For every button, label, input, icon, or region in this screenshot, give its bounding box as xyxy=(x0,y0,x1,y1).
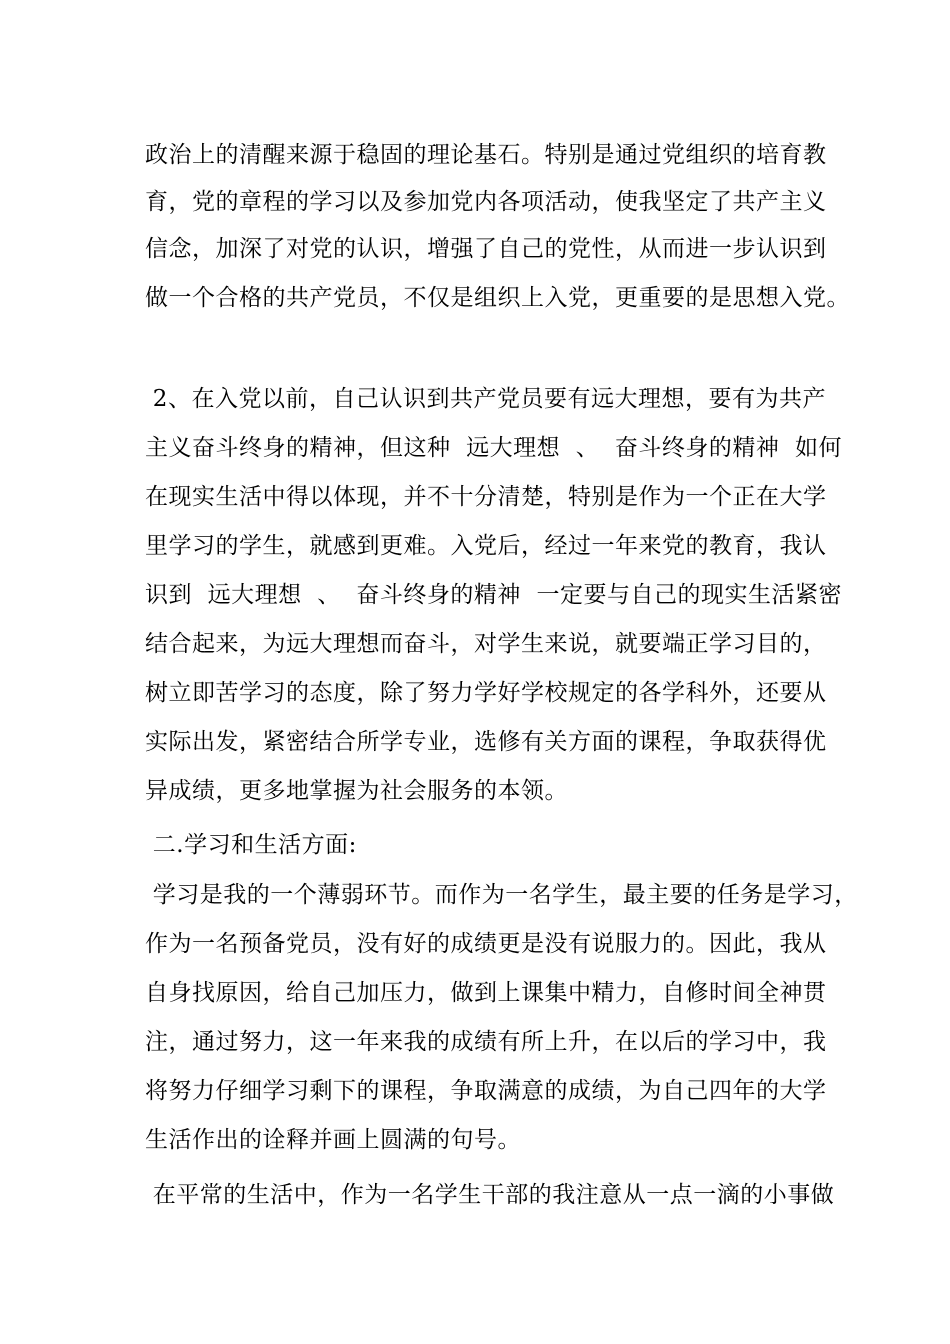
text-line: 育，党的章程的学习以及参加党内各项活动，使我坚定了共产主义 xyxy=(145,189,827,215)
text-line: 自身找原因，给自己加压力，做到上课集中精力，自修时间全神贯 xyxy=(145,980,827,1006)
text-line: 学习是我的一个薄弱环节。而作为一名学生，最主要的任务是学习， xyxy=(145,882,858,908)
text-line: 信念，加深了对党的认识，增强了自己的党性，从而进一步认识到 xyxy=(145,236,827,262)
text-line: 识到 远大理想 、 奋斗终身的精神 一定要与自己的现实生活紧密 xyxy=(145,582,842,608)
text-line: 实际出发，紧密结合所学专业，选修有关方面的课程，争取获得优 xyxy=(145,729,827,755)
text-line: 里学习的学生，就感到更难。入党后，经过一年来党的教育，我认 xyxy=(145,533,827,559)
text-line: 异成绩，更多地掌握为社会服务的本领。 xyxy=(145,778,568,804)
text-line: 2、在入党以前，自己认识到共产党员要有远大理想，要有为共产 xyxy=(145,386,826,412)
text-line: 主义奋斗终身的精神，但这种 远大理想 、 奋斗终身的精神 如何 xyxy=(145,435,842,461)
text-line: 在现实生活中得以体现，并不十分清楚，特别是作为一个正在大学 xyxy=(145,484,827,510)
text-line: 作为一名预备党员，没有好的成绩更是没有说服力的。因此，我从 xyxy=(145,931,827,957)
section-heading: 二.学习和生活方面: xyxy=(145,832,357,858)
text-line: 树立即苦学习的态度，除了努力学好学校规定的各学科外，还要从 xyxy=(145,680,827,706)
text-line: 在平常的生活中，作为一名学生干部的我注意从一点一滴的小事做 xyxy=(145,1182,835,1208)
text-line: 注，通过努力，这一年来我的成绩有所上升，在以后的学习中，我 xyxy=(145,1029,827,1055)
text-line: 结合起来，为远大理想而奋斗，对学生来说，就要端正学习目的， xyxy=(145,631,827,657)
text-line: 做一个合格的共产党员，不仅是组织上入党，更重要的是思想入党。 xyxy=(145,285,850,311)
text-line: 生活作出的诠释并画上圆满的句号。 xyxy=(145,1127,521,1153)
text-line: 将努力仔细学习剩下的课程，争取满意的成绩，为自己四年的大学 xyxy=(145,1078,827,1104)
text-line: 政治上的清醒来源于稳固的理论基石。特别是通过党组织的培育教 xyxy=(145,142,827,168)
